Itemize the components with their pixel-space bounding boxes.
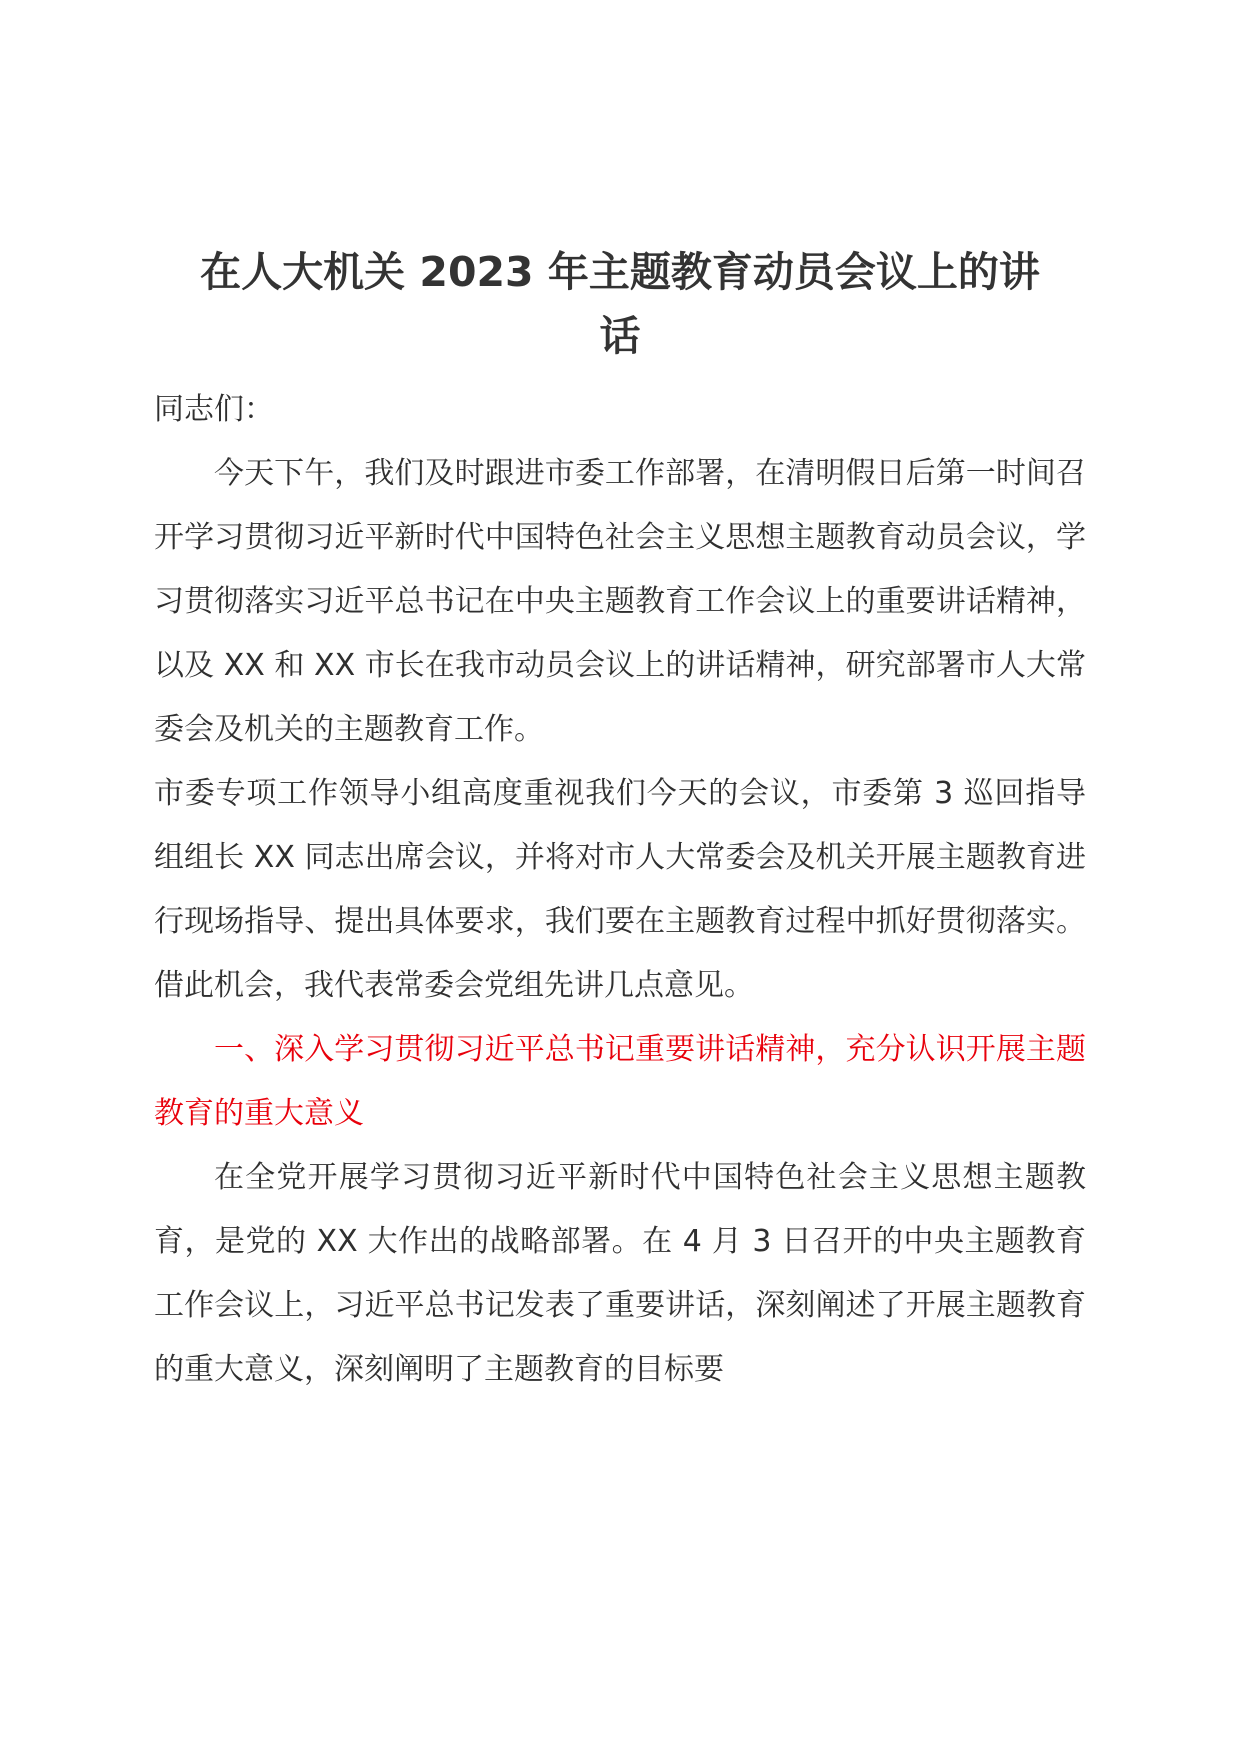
document-page bbox=[154, 240, 1086, 1402]
document-title bbox=[154, 240, 1086, 368]
paragraph-3: 在全党开展学习贯彻习近平新时代中国特色社会主义思想主题教育，是党的 XX 大作出的战略部署。在 4 月 3 日召开的中央主题教育工作会议上，习近平总书记发表了重要讲话，深刻阐述了开展主题教育的重大意义，深刻阐明了主题教育的目标要 bbox=[154, 1160, 1086, 1387]
title-line-2: 话 bbox=[599, 312, 641, 360]
salutation: 同志们： bbox=[154, 392, 274, 427]
paragraph-2: 市委专项工作领导小组高度重视我们今天的会议，市委第 3 巡回指导组组长 XX 同志出席会议，并将对市人大常委会及机关开展主题教育进行现场指导、提出具体要求，我们要在主题教育过程中抓好贯彻落实。借此机会，我代表常委会党组先讲几点意见。 bbox=[154, 776, 1086, 1003]
title-line-1: 在人大机关 2023 年主题教育动员会议上的讲 bbox=[200, 248, 1040, 296]
paragraph-1: 今天下午，我们及时跟进市委工作部署，在清明假日后第一时间召开学习贯彻习近平新时代中国特色社会主义思想主题教育动员会议，学习贯彻落实习近平总书记在中央主题教育工作会议上的重要讲话精神，以及 XX 和 XX 市长在我市动员会议上的讲话精神，研究部署市人大常委会及机关的主题教育工作。 bbox=[154, 456, 1086, 747]
section-heading-1: 一、深入学习贯彻习近平总书记重要讲话精神，充分认识开展主题教育的重大意义 bbox=[154, 1032, 1086, 1131]
